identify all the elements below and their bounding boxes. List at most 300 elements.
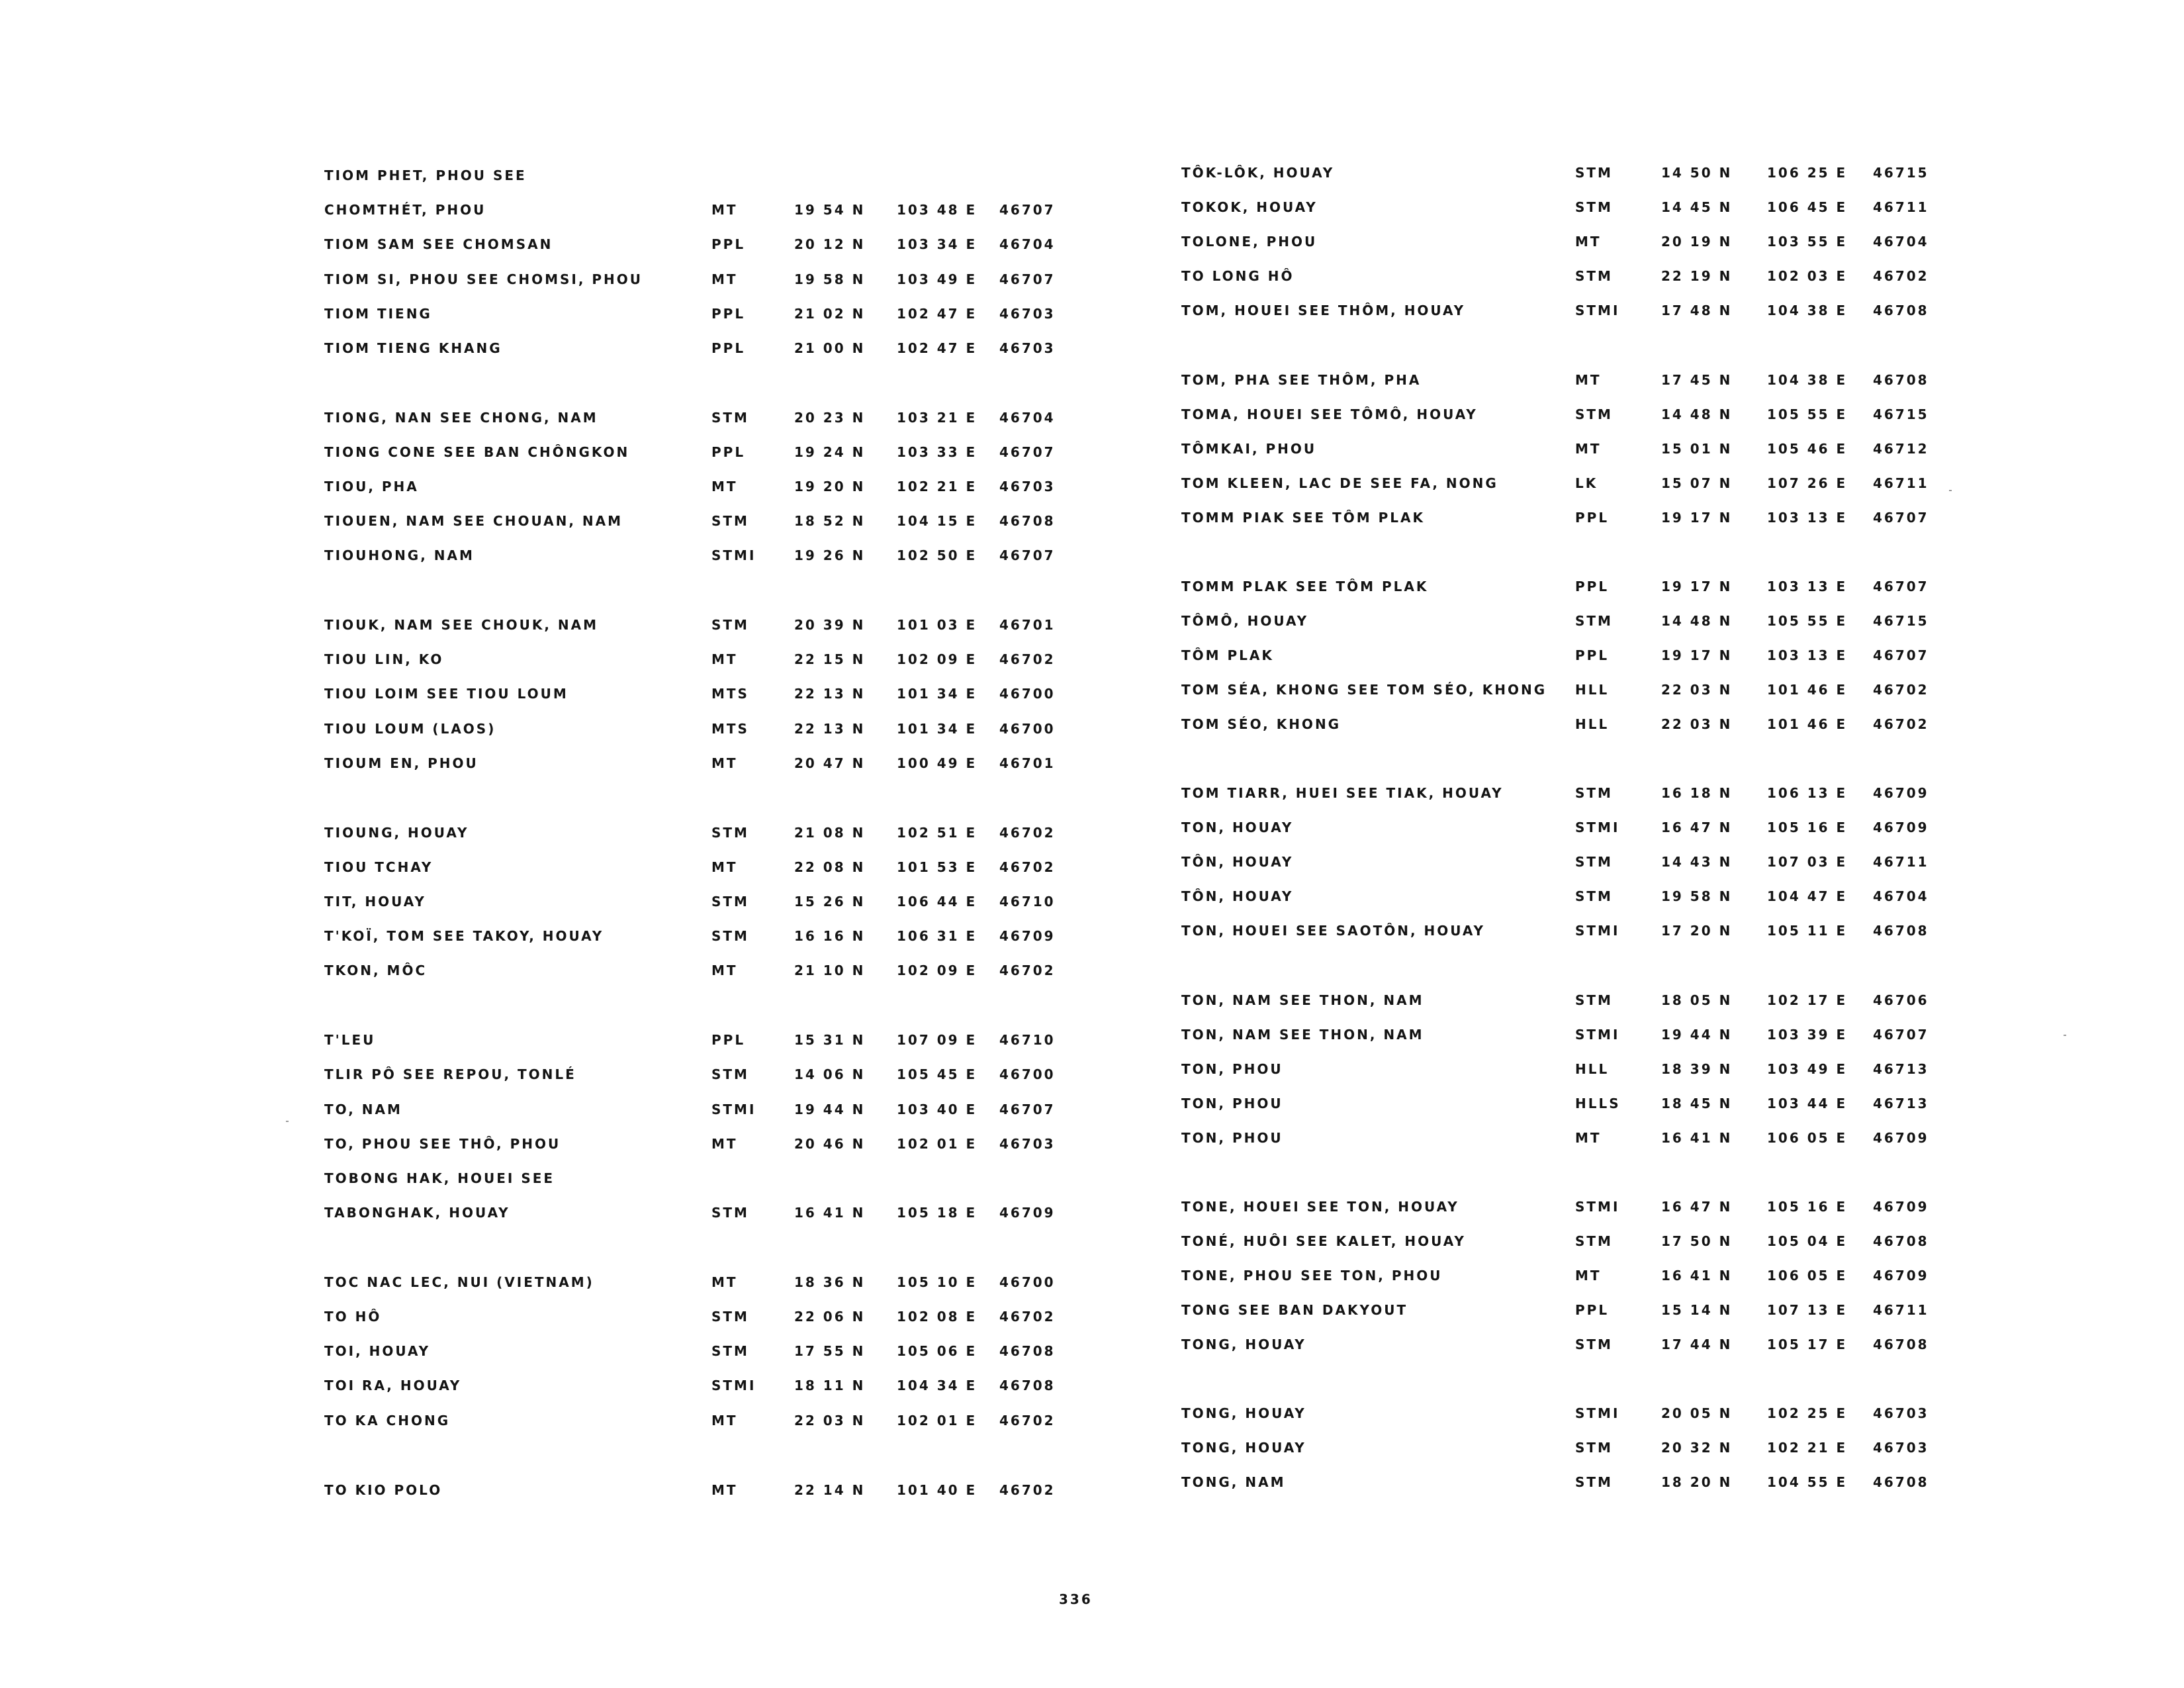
gazetteer-entry (324, 1027, 1185, 1053)
latitude: 19 17 N (1661, 647, 1733, 663)
latitude: 22 06 N (794, 1309, 866, 1325)
gazetteer-entry (324, 266, 1185, 293)
latitude: 14 50 N (1661, 165, 1733, 181)
feature-class: MT (1575, 441, 1602, 457)
place-name: TIOU LIN, KO (324, 651, 444, 667)
place-name: TIOU LOIM SEE TIOU LOUM (324, 686, 569, 702)
gazetteer-entry (324, 716, 1185, 742)
latitude: 16 41 N (1661, 1130, 1733, 1146)
feature-class: MT (711, 962, 738, 978)
longitude: 103 34 E (897, 236, 978, 252)
map-sheet: 46700 (999, 1066, 1056, 1082)
feature-class: STM (711, 928, 749, 944)
gazetteer-entry (1181, 1331, 2042, 1358)
latitude: 16 41 N (1661, 1268, 1733, 1284)
scan-speck (2064, 1035, 2066, 1036)
gazetteer-entry (1181, 160, 2042, 186)
map-sheet: 46702 (999, 1413, 1056, 1429)
page-number: 336 (1059, 1591, 1093, 1607)
gazetteer-entry (1181, 883, 2042, 910)
latitude: 18 36 N (794, 1274, 866, 1290)
longitude: 101 34 E (897, 686, 978, 702)
longitude: 105 55 E (1767, 406, 1848, 422)
map-sheet: 46709 (1873, 1268, 1929, 1284)
place-name: TOBONG HAK, HOUEI SEE (324, 1170, 555, 1186)
place-name: TIOUK, NAM SEE CHOUK, NAM (324, 617, 598, 633)
map-sheet: 46703 (999, 306, 1056, 322)
feature-class: HLL (1575, 682, 1610, 698)
gazetteer-entry (324, 301, 1185, 327)
place-name: TIOUEN, NAM SEE CHOUAN, NAM (324, 513, 623, 529)
longitude: 104 55 E (1767, 1474, 1848, 1490)
feature-class: MT (711, 859, 738, 875)
map-sheet: 46702 (999, 859, 1056, 875)
place-name: TIOUNG, HOUAY (324, 825, 469, 841)
gazetteer-entry (324, 439, 1185, 465)
latitude: 17 44 N (1661, 1336, 1733, 1352)
map-sheet: 46715 (1873, 406, 1929, 422)
map-sheet: 46702 (1873, 682, 1929, 698)
feature-class: STMI (1575, 1027, 1620, 1043)
feature-class: PPL (711, 1032, 746, 1048)
place-name: TONG, NAM (1181, 1474, 1286, 1490)
gazetteer-entry (324, 404, 1185, 431)
latitude: 18 20 N (1661, 1474, 1733, 1490)
latitude: 22 14 N (794, 1482, 866, 1498)
map-sheet: 46707 (999, 202, 1056, 218)
feature-class: MT (1575, 1130, 1602, 1146)
feature-class: STMI (1575, 820, 1620, 835)
latitude: 21 02 N (794, 306, 866, 322)
gazetteer-entry (1181, 504, 2042, 531)
map-sheet: 46700 (999, 721, 1056, 737)
place-name: TOM, HOUEI SEE THÔM, HOUAY (1181, 303, 1466, 318)
gazetteer-entry (324, 1096, 1185, 1123)
map-sheet: 46707 (999, 444, 1056, 460)
gazetteer-entry (324, 162, 1185, 189)
feature-class: HLL (1575, 1061, 1610, 1077)
feature-class: STMI (711, 547, 756, 563)
place-name: TOMM PIAK SEE TÔM PLAK (1181, 510, 1426, 526)
map-sheet: 46709 (1873, 1130, 1929, 1146)
feature-class: PPL (1575, 579, 1610, 594)
place-name: TONG, HOUAY (1181, 1405, 1306, 1421)
latitude: 20 47 N (794, 755, 866, 771)
place-name: TONG SEE BAN DAKYOUT (1181, 1302, 1408, 1318)
feature-class: PPL (711, 340, 746, 356)
gazetteer-entry (1181, 987, 2042, 1013)
longitude: 104 38 E (1767, 372, 1848, 388)
latitude: 19 44 N (794, 1102, 866, 1117)
longitude: 102 21 E (1767, 1440, 1848, 1456)
gazetteer-entry (1181, 1400, 2042, 1427)
longitude: 102 09 E (897, 651, 978, 667)
gazetteer-entry (324, 508, 1185, 534)
feature-class: MTS (711, 721, 749, 737)
longitude: 107 09 E (897, 1032, 978, 1048)
map-sheet: 46711 (1873, 1302, 1929, 1318)
feature-class: MT (1575, 372, 1602, 388)
feature-class: STM (711, 1066, 749, 1082)
gazetteer-entry (1181, 1297, 2042, 1323)
place-name: TO KIO POLO (324, 1482, 443, 1498)
feature-class: STM (1575, 1233, 1613, 1249)
place-name: TOKOK, HOUAY (1181, 199, 1318, 215)
longitude: 105 46 E (1767, 441, 1848, 457)
longitude: 105 16 E (1767, 1199, 1848, 1215)
map-sheet: 46708 (1873, 1336, 1929, 1352)
gazetteer-entry (324, 750, 1185, 776)
longitude: 106 44 E (897, 894, 978, 910)
latitude: 19 54 N (794, 202, 866, 218)
latitude: 20 23 N (794, 410, 866, 426)
latitude: 22 03 N (1661, 716, 1733, 732)
feature-class: MT (711, 1482, 738, 1498)
longitude: 103 13 E (1767, 579, 1848, 594)
longitude: 106 13 E (1767, 785, 1848, 801)
map-sheet: 46704 (999, 410, 1056, 426)
place-name: TOC NAC LEC, NUI (VIETNAM) (324, 1274, 594, 1290)
longitude: 103 48 E (897, 202, 978, 218)
feature-class: STM (711, 1205, 749, 1221)
map-sheet: 46707 (999, 1102, 1056, 1117)
map-sheet: 46704 (1873, 888, 1929, 904)
latitude: 14 48 N (1661, 406, 1733, 422)
longitude: 101 40 E (897, 1482, 978, 1498)
feature-class: STM (711, 617, 749, 633)
map-sheet: 46707 (1873, 647, 1929, 663)
map-sheet: 46707 (999, 547, 1056, 563)
scan-speck (1949, 490, 1952, 491)
longitude: 106 05 E (1767, 1268, 1848, 1284)
latitude: 20 12 N (794, 236, 866, 252)
longitude: 104 15 E (897, 513, 978, 529)
map-sheet: 46711 (1873, 199, 1929, 215)
feature-class: MT (711, 651, 738, 667)
gazetteer-entry (1181, 194, 2042, 220)
right-column (1181, 0, 2042, 1523)
latitude: 19 20 N (794, 479, 866, 494)
longitude: 102 17 E (1767, 992, 1848, 1008)
place-name: TONE, HOUEI SEE TON, HOUAY (1181, 1199, 1459, 1215)
place-name: TON, PHOU (1181, 1061, 1283, 1077)
longitude: 101 03 E (897, 617, 978, 633)
latitude: 19 24 N (794, 444, 866, 460)
place-name: TIOUHONG, NAM (324, 547, 475, 563)
gazetteer-entry (324, 473, 1185, 500)
map-sheet: 46706 (1873, 992, 1929, 1008)
gazetteer-entry (1181, 1194, 2042, 1220)
latitude: 22 15 N (794, 651, 866, 667)
scan-speck (286, 1121, 289, 1122)
gazetteer-entry (1181, 228, 2042, 255)
latitude: 18 45 N (1661, 1096, 1733, 1111)
feature-class: STM (711, 410, 749, 426)
feature-class: STMI (711, 1378, 756, 1393)
feature-class: MT (1575, 1268, 1602, 1284)
map-sheet: 46711 (1873, 854, 1929, 870)
map-sheet: 46703 (999, 340, 1056, 356)
longitude: 104 34 E (897, 1378, 978, 1393)
latitude: 17 50 N (1661, 1233, 1733, 1249)
longitude: 102 01 E (897, 1136, 978, 1152)
map-sheet: 46708 (999, 1378, 1056, 1393)
feature-class: STM (1575, 785, 1613, 801)
place-name: TÔN, HOUAY (1181, 854, 1294, 870)
map-sheet: 46701 (999, 617, 1056, 633)
longitude: 105 55 E (1767, 613, 1848, 629)
gazetteer-entry (324, 820, 1185, 846)
map-sheet: 46707 (1873, 510, 1929, 526)
longitude: 106 05 E (1767, 1130, 1848, 1146)
place-name: TÔMÔ, HOUAY (1181, 613, 1309, 629)
gazetteer-entry (324, 1199, 1185, 1226)
map-sheet: 46704 (1873, 234, 1929, 250)
latitude: 16 41 N (794, 1205, 866, 1221)
longitude: 103 44 E (1767, 1096, 1848, 1111)
map-sheet: 46710 (999, 894, 1056, 910)
longitude: 105 45 E (897, 1066, 978, 1082)
map-sheet: 46700 (999, 1274, 1056, 1290)
place-name: TÔMKAI, PHOU (1181, 441, 1317, 457)
map-sheet: 46707 (1873, 1027, 1929, 1043)
latitude: 19 58 N (794, 271, 866, 287)
map-sheet: 46712 (1873, 441, 1929, 457)
map-sheet: 46702 (999, 651, 1056, 667)
longitude: 106 45 E (1767, 199, 1848, 215)
feature-class: PPL (1575, 510, 1610, 526)
map-sheet: 46703 (999, 479, 1056, 494)
feature-class: STM (1575, 199, 1613, 215)
place-name: TOLONE, PHOU (1181, 234, 1318, 250)
gazetteer-entry (324, 923, 1185, 949)
map-sheet: 46708 (1873, 923, 1929, 939)
place-name: TO KA CHONG (324, 1413, 451, 1429)
longitude: 103 13 E (1767, 647, 1848, 663)
feature-class: STM (711, 1309, 749, 1325)
gazetteer-entry (324, 957, 1185, 984)
longitude: 107 13 E (1767, 1302, 1848, 1318)
place-name: TIOU LOUM (LAOS) (324, 721, 496, 737)
latitude: 17 48 N (1661, 303, 1733, 318)
latitude: 15 26 N (794, 894, 866, 910)
map-sheet: 46713 (1873, 1061, 1929, 1077)
place-name: TOM SÉO, KHONG (1181, 716, 1342, 732)
gazetteer-entry (324, 612, 1185, 638)
map-sheet: 46709 (999, 1205, 1056, 1221)
longitude: 103 55 E (1767, 234, 1848, 250)
longitude: 102 47 E (897, 306, 978, 322)
latitude: 17 55 N (794, 1343, 866, 1359)
latitude: 22 03 N (794, 1413, 866, 1429)
place-name: TON, NAM SEE THON, NAM (1181, 992, 1424, 1008)
feature-class: STMI (1575, 1405, 1620, 1421)
longitude: 102 25 E (1767, 1405, 1848, 1421)
latitude: 15 14 N (1661, 1302, 1733, 1318)
place-name: TON, PHOU (1181, 1096, 1283, 1111)
longitude: 100 49 E (897, 755, 978, 771)
feature-class: STM (1575, 268, 1613, 284)
place-name: TON, PHOU (1181, 1130, 1283, 1146)
longitude: 101 46 E (1767, 716, 1848, 732)
gazetteer-entry (324, 1303, 1185, 1330)
gazetteer-entry (324, 1165, 1185, 1192)
map-sheet: 46702 (999, 1309, 1056, 1325)
place-name: TONG, HOUAY (1181, 1440, 1306, 1456)
place-name: TÔN, HOUAY (1181, 888, 1294, 904)
place-name: TOMM PLAK SEE TÔM PLAK (1181, 579, 1429, 594)
place-name: TIONG, NAN SEE CHONG, NAM (324, 410, 598, 426)
place-name: TABONGHAK, HOUAY (324, 1205, 510, 1221)
longitude: 106 31 E (897, 928, 978, 944)
map-sheet: 46703 (1873, 1405, 1929, 1421)
gazetteer-entry (1181, 470, 2042, 496)
place-name: TOI RA, HOUAY (324, 1378, 462, 1393)
latitude: 21 10 N (794, 962, 866, 978)
gazetteer-entry (324, 542, 1185, 569)
map-sheet: 46702 (999, 962, 1056, 978)
place-name: TKON, MÔC (324, 962, 428, 978)
gazetteer-entry (324, 197, 1185, 223)
place-name: TIOM SI, PHOU SEE CHOMSI, PHOU (324, 271, 643, 287)
place-name: TON, NAM SEE THON, NAM (1181, 1027, 1424, 1043)
longitude: 103 13 E (1767, 510, 1848, 526)
latitude: 20 32 N (1661, 1440, 1733, 1456)
feature-class: MT (711, 755, 738, 771)
longitude: 102 08 E (897, 1309, 978, 1325)
place-name: T'LEU (324, 1032, 376, 1048)
map-sheet: 46715 (1873, 613, 1929, 629)
gazetteer-entry (1181, 917, 2042, 944)
place-name: TÔK-LÔK, HOUAY (1181, 165, 1335, 181)
place-name: TIOUM EN, PHOU (324, 755, 478, 771)
feature-class: PPL (711, 236, 746, 252)
gazetteer-entry (1181, 367, 2042, 393)
gazetteer-entry (1181, 297, 2042, 324)
latitude: 18 52 N (794, 513, 866, 529)
map-sheet: 46710 (999, 1032, 1056, 1048)
feature-class: STMI (711, 1102, 756, 1117)
gazetteer-entry (324, 335, 1185, 361)
longitude: 101 34 E (897, 721, 978, 737)
gazetteer-entry (1181, 849, 2042, 875)
gazetteer-entry (324, 1372, 1185, 1399)
latitude: 17 20 N (1661, 923, 1733, 939)
longitude: 104 47 E (1767, 888, 1848, 904)
longitude: 105 17 E (1767, 1336, 1848, 1352)
feature-class: STM (711, 1343, 749, 1359)
feature-class: STM (1575, 854, 1613, 870)
gazetteer-entry (324, 1477, 1185, 1503)
latitude: 19 44 N (1661, 1027, 1733, 1043)
gazetteer-entry (1181, 436, 2042, 462)
longitude: 101 46 E (1767, 682, 1848, 698)
longitude: 101 53 E (897, 859, 978, 875)
latitude: 14 48 N (1661, 613, 1733, 629)
gazetteer-entry (324, 646, 1185, 673)
feature-class: STMI (1575, 1199, 1620, 1215)
place-name: T'KOÏ, TOM SEE TAKOY, HOUAY (324, 928, 604, 944)
longitude: 103 49 E (897, 271, 978, 287)
map-sheet: 46702 (1873, 716, 1929, 732)
feature-class: MT (1575, 234, 1602, 250)
gazetteer-entry (324, 854, 1185, 880)
longitude: 105 10 E (897, 1274, 978, 1290)
gazetteer-entry (324, 1407, 1185, 1434)
latitude: 17 45 N (1661, 372, 1733, 388)
gazetteer-entry (1181, 263, 2042, 289)
map-sheet: 46715 (1873, 165, 1929, 181)
latitude: 16 47 N (1661, 820, 1733, 835)
feature-class: STM (1575, 888, 1613, 904)
longitude: 102 50 E (897, 547, 978, 563)
left-column (324, 0, 1185, 1523)
longitude: 102 51 E (897, 825, 978, 841)
gazetteer-entry (1181, 1090, 2042, 1117)
feature-class: STM (1575, 613, 1613, 629)
feature-class: STM (711, 894, 749, 910)
place-name: TON, HOUEI SEE SAOTÔN, HOUAY (1181, 923, 1485, 939)
gazetteer-entry (1181, 608, 2042, 634)
latitude: 18 05 N (1661, 992, 1733, 1008)
longitude: 103 39 E (1767, 1027, 1848, 1043)
latitude: 22 13 N (794, 686, 866, 702)
latitude: 19 17 N (1661, 579, 1733, 594)
gazetteer-entry (324, 1269, 1185, 1295)
feature-class: MT (711, 202, 738, 218)
feature-class: MT (711, 479, 738, 494)
place-name: TIOU, PHA (324, 479, 419, 494)
place-name: TONG, HOUAY (1181, 1336, 1306, 1352)
place-name: TIOM TIENG (324, 306, 432, 322)
map-sheet: 46708 (999, 513, 1056, 529)
longitude: 103 21 E (897, 410, 978, 426)
latitude: 22 13 N (794, 721, 866, 737)
feature-class: PPL (1575, 1302, 1610, 1318)
gazetteer-entry (1181, 780, 2042, 806)
place-name: TOM TIARR, HUEI SEE TIAK, HOUAY (1181, 785, 1504, 801)
latitude: 14 43 N (1661, 854, 1733, 870)
place-name: TÔM PLAK (1181, 647, 1274, 663)
place-name: TIOM TIENG KHANG (324, 340, 502, 356)
latitude: 19 58 N (1661, 888, 1733, 904)
longitude: 102 01 E (897, 1413, 978, 1429)
latitude: 20 05 N (1661, 1405, 1733, 1421)
gazetteer-entry (1181, 642, 2042, 669)
latitude: 16 16 N (794, 928, 866, 944)
map-sheet: 46703 (1873, 1440, 1929, 1456)
gazetteer-entry (1181, 711, 2042, 737)
feature-class: STM (1575, 165, 1613, 181)
latitude: 18 39 N (1661, 1061, 1733, 1077)
feature-class: STMI (1575, 303, 1620, 318)
map-sheet: 46708 (999, 1343, 1056, 1359)
longitude: 102 09 E (897, 962, 978, 978)
longitude: 102 21 E (897, 479, 978, 494)
latitude: 19 26 N (794, 547, 866, 563)
longitude: 103 49 E (1767, 1061, 1848, 1077)
latitude: 18 11 N (794, 1378, 866, 1393)
gazetteer-entry (1181, 1125, 2042, 1151)
latitude: 14 45 N (1661, 199, 1733, 215)
feature-class: MT (711, 271, 738, 287)
feature-class: STM (711, 825, 749, 841)
feature-class: MTS (711, 686, 749, 702)
latitude: 16 47 N (1661, 1199, 1733, 1215)
map-sheet: 46702 (999, 825, 1056, 841)
map-sheet: 46703 (999, 1136, 1056, 1152)
longitude: 103 33 E (897, 444, 978, 460)
